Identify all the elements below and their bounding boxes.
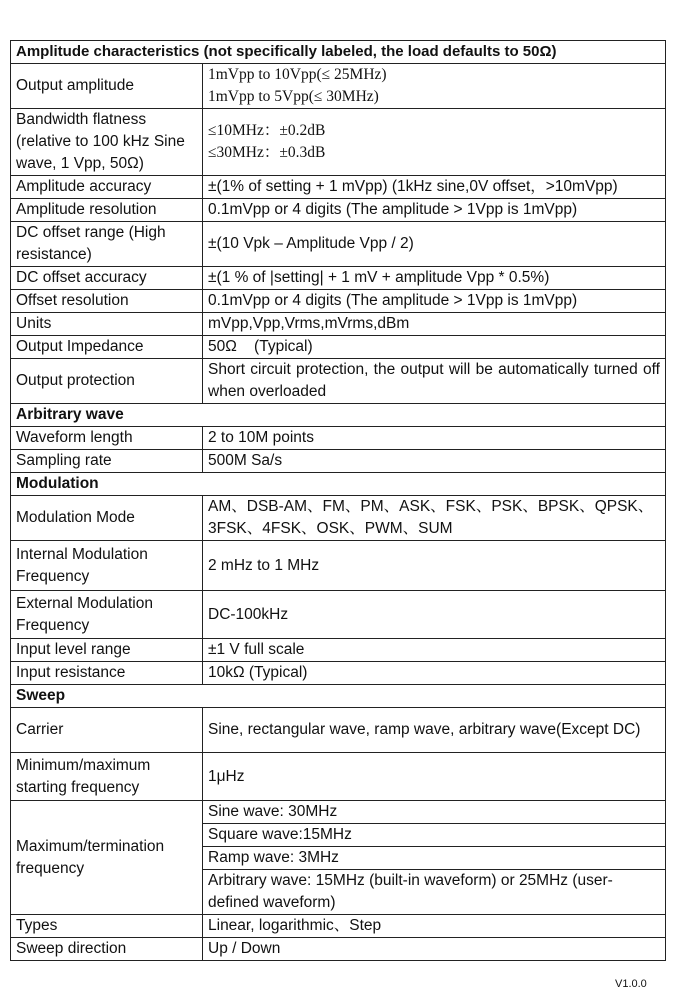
row-value: ±(1% of setting + 1 mVpp) (1kHz sine,0V offset，>10mVpp)	[203, 176, 666, 199]
table-row	[11, 336, 666, 359]
row-label: Maximum/termination frequency	[11, 801, 203, 915]
section-header-row	[11, 41, 666, 64]
row-value: Short circuit protection, the output will be automatically turned off when overloaded	[203, 359, 666, 404]
row-label: External Modulation Frequency	[11, 591, 203, 639]
section-title: Arbitrary wave	[11, 404, 666, 427]
section-title: Sweep	[11, 685, 666, 708]
table-row	[11, 753, 666, 801]
section-header-row	[11, 685, 666, 708]
spec-table	[10, 40, 666, 961]
table-row	[11, 662, 666, 685]
table-row	[11, 708, 666, 753]
row-label: Internal Modulation Frequency	[11, 541, 203, 591]
row-value: Ramp wave: 3MHz	[203, 847, 666, 870]
row-value: Arbitrary wave: 15MHz (built-in waveform) or 25MHz (user-defined waveform)	[203, 870, 666, 915]
table-row	[11, 64, 666, 109]
row-value: 500M Sa/s	[203, 450, 666, 473]
section-header-row	[11, 404, 666, 427]
row-label: DC offset accuracy	[11, 267, 203, 290]
row-label: Bandwidth flatness (relative to 100 kHz Sine wave, 1 Vpp, 50Ω)	[11, 109, 203, 176]
row-value: Up / Down	[203, 938, 666, 961]
table-row	[11, 541, 666, 591]
row-label: Types	[11, 915, 203, 938]
row-label: Modulation Mode	[11, 496, 203, 541]
table-row	[11, 222, 666, 267]
table-row	[11, 359, 666, 404]
table-row	[11, 450, 666, 473]
value-line: ≤30MHz：±0.3dB	[208, 144, 326, 161]
row-label: Amplitude accuracy	[11, 176, 203, 199]
row-label: Input resistance	[11, 662, 203, 685]
row-label: Input level range	[11, 639, 203, 662]
row-value: ±(1 % of |setting| + 1 mV + amplitude Vpp * 0.5%)	[203, 267, 666, 290]
row-value	[203, 64, 666, 109]
row-value: mVpp,Vpp,Vrms,mVrms,dBm	[203, 313, 666, 336]
table-row	[11, 109, 666, 176]
row-label: Waveform length	[11, 427, 203, 450]
row-value: Sine wave: 30MHz	[203, 801, 666, 824]
row-label: DC offset range (High resistance)	[11, 222, 203, 267]
row-value: Linear, logarithmic、Step	[203, 915, 666, 938]
table-row	[11, 427, 666, 450]
row-value: 50Ω (Typical)	[203, 336, 666, 359]
table-row	[11, 290, 666, 313]
table-row	[11, 176, 666, 199]
row-value: Sine, rectangular wave, ramp wave, arbitrary wave(Except DC)	[203, 708, 666, 753]
row-value: DC-100kHz	[203, 591, 666, 639]
row-label: Sweep direction	[11, 938, 203, 961]
row-value: ±(10 Vpk – Amplitude Vpp / 2)	[203, 222, 666, 267]
table-row	[11, 313, 666, 336]
row-value: 1μHz	[203, 753, 666, 801]
row-label: Offset resolution	[11, 290, 203, 313]
table-row	[11, 199, 666, 222]
value-line: 1mVpp to 10Vpp(≤ 25MHz)	[208, 66, 387, 83]
table-row	[11, 267, 666, 290]
row-value: AM、DSB-AM、FM、PM、ASK、FSK、PSK、BPSK、QPSK、3FSK、4FSK、OSK、PWM、SUM	[203, 496, 666, 541]
value-line: 1mVpp to 5Vpp(≤ 30MHz)	[208, 88, 379, 105]
table-row	[11, 591, 666, 639]
row-label: Carrier	[11, 708, 203, 753]
table-row	[11, 801, 666, 824]
row-value: Square wave:15MHz	[203, 824, 666, 847]
version-label: V1.0.0	[615, 978, 647, 990]
row-label: Output Impedance	[11, 336, 203, 359]
section-title: Modulation	[11, 473, 666, 496]
value-line: ≤10MHz：±0.2dB	[208, 122, 326, 139]
section-header-row	[11, 473, 666, 496]
row-value: 0.1mVpp or 4 digits (The amplitude > 1Vpp is 1mVpp)	[203, 199, 666, 222]
table-row	[11, 938, 666, 961]
row-label: Minimum/maximum starting frequency	[11, 753, 203, 801]
row-label: Output protection	[11, 359, 203, 404]
row-value	[203, 109, 666, 176]
row-value: 2 mHz to 1 MHz	[203, 541, 666, 591]
table-row	[11, 639, 666, 662]
row-label: Amplitude resolution	[11, 199, 203, 222]
row-value: 10kΩ (Typical)	[203, 662, 666, 685]
section-title: Amplitude characteristics (not specifically labeled, the load defaults to 50Ω)	[11, 41, 666, 64]
row-value: 0.1mVpp or 4 digits (The amplitude > 1Vpp is 1mVpp)	[203, 290, 666, 313]
row-value: 2 to 10M points	[203, 427, 666, 450]
table-row	[11, 915, 666, 938]
table-row	[11, 496, 666, 541]
row-label: Output amplitude	[11, 64, 203, 109]
row-label: Units	[11, 313, 203, 336]
row-label: Sampling rate	[11, 450, 203, 473]
row-value: ±1 V full scale	[203, 639, 666, 662]
